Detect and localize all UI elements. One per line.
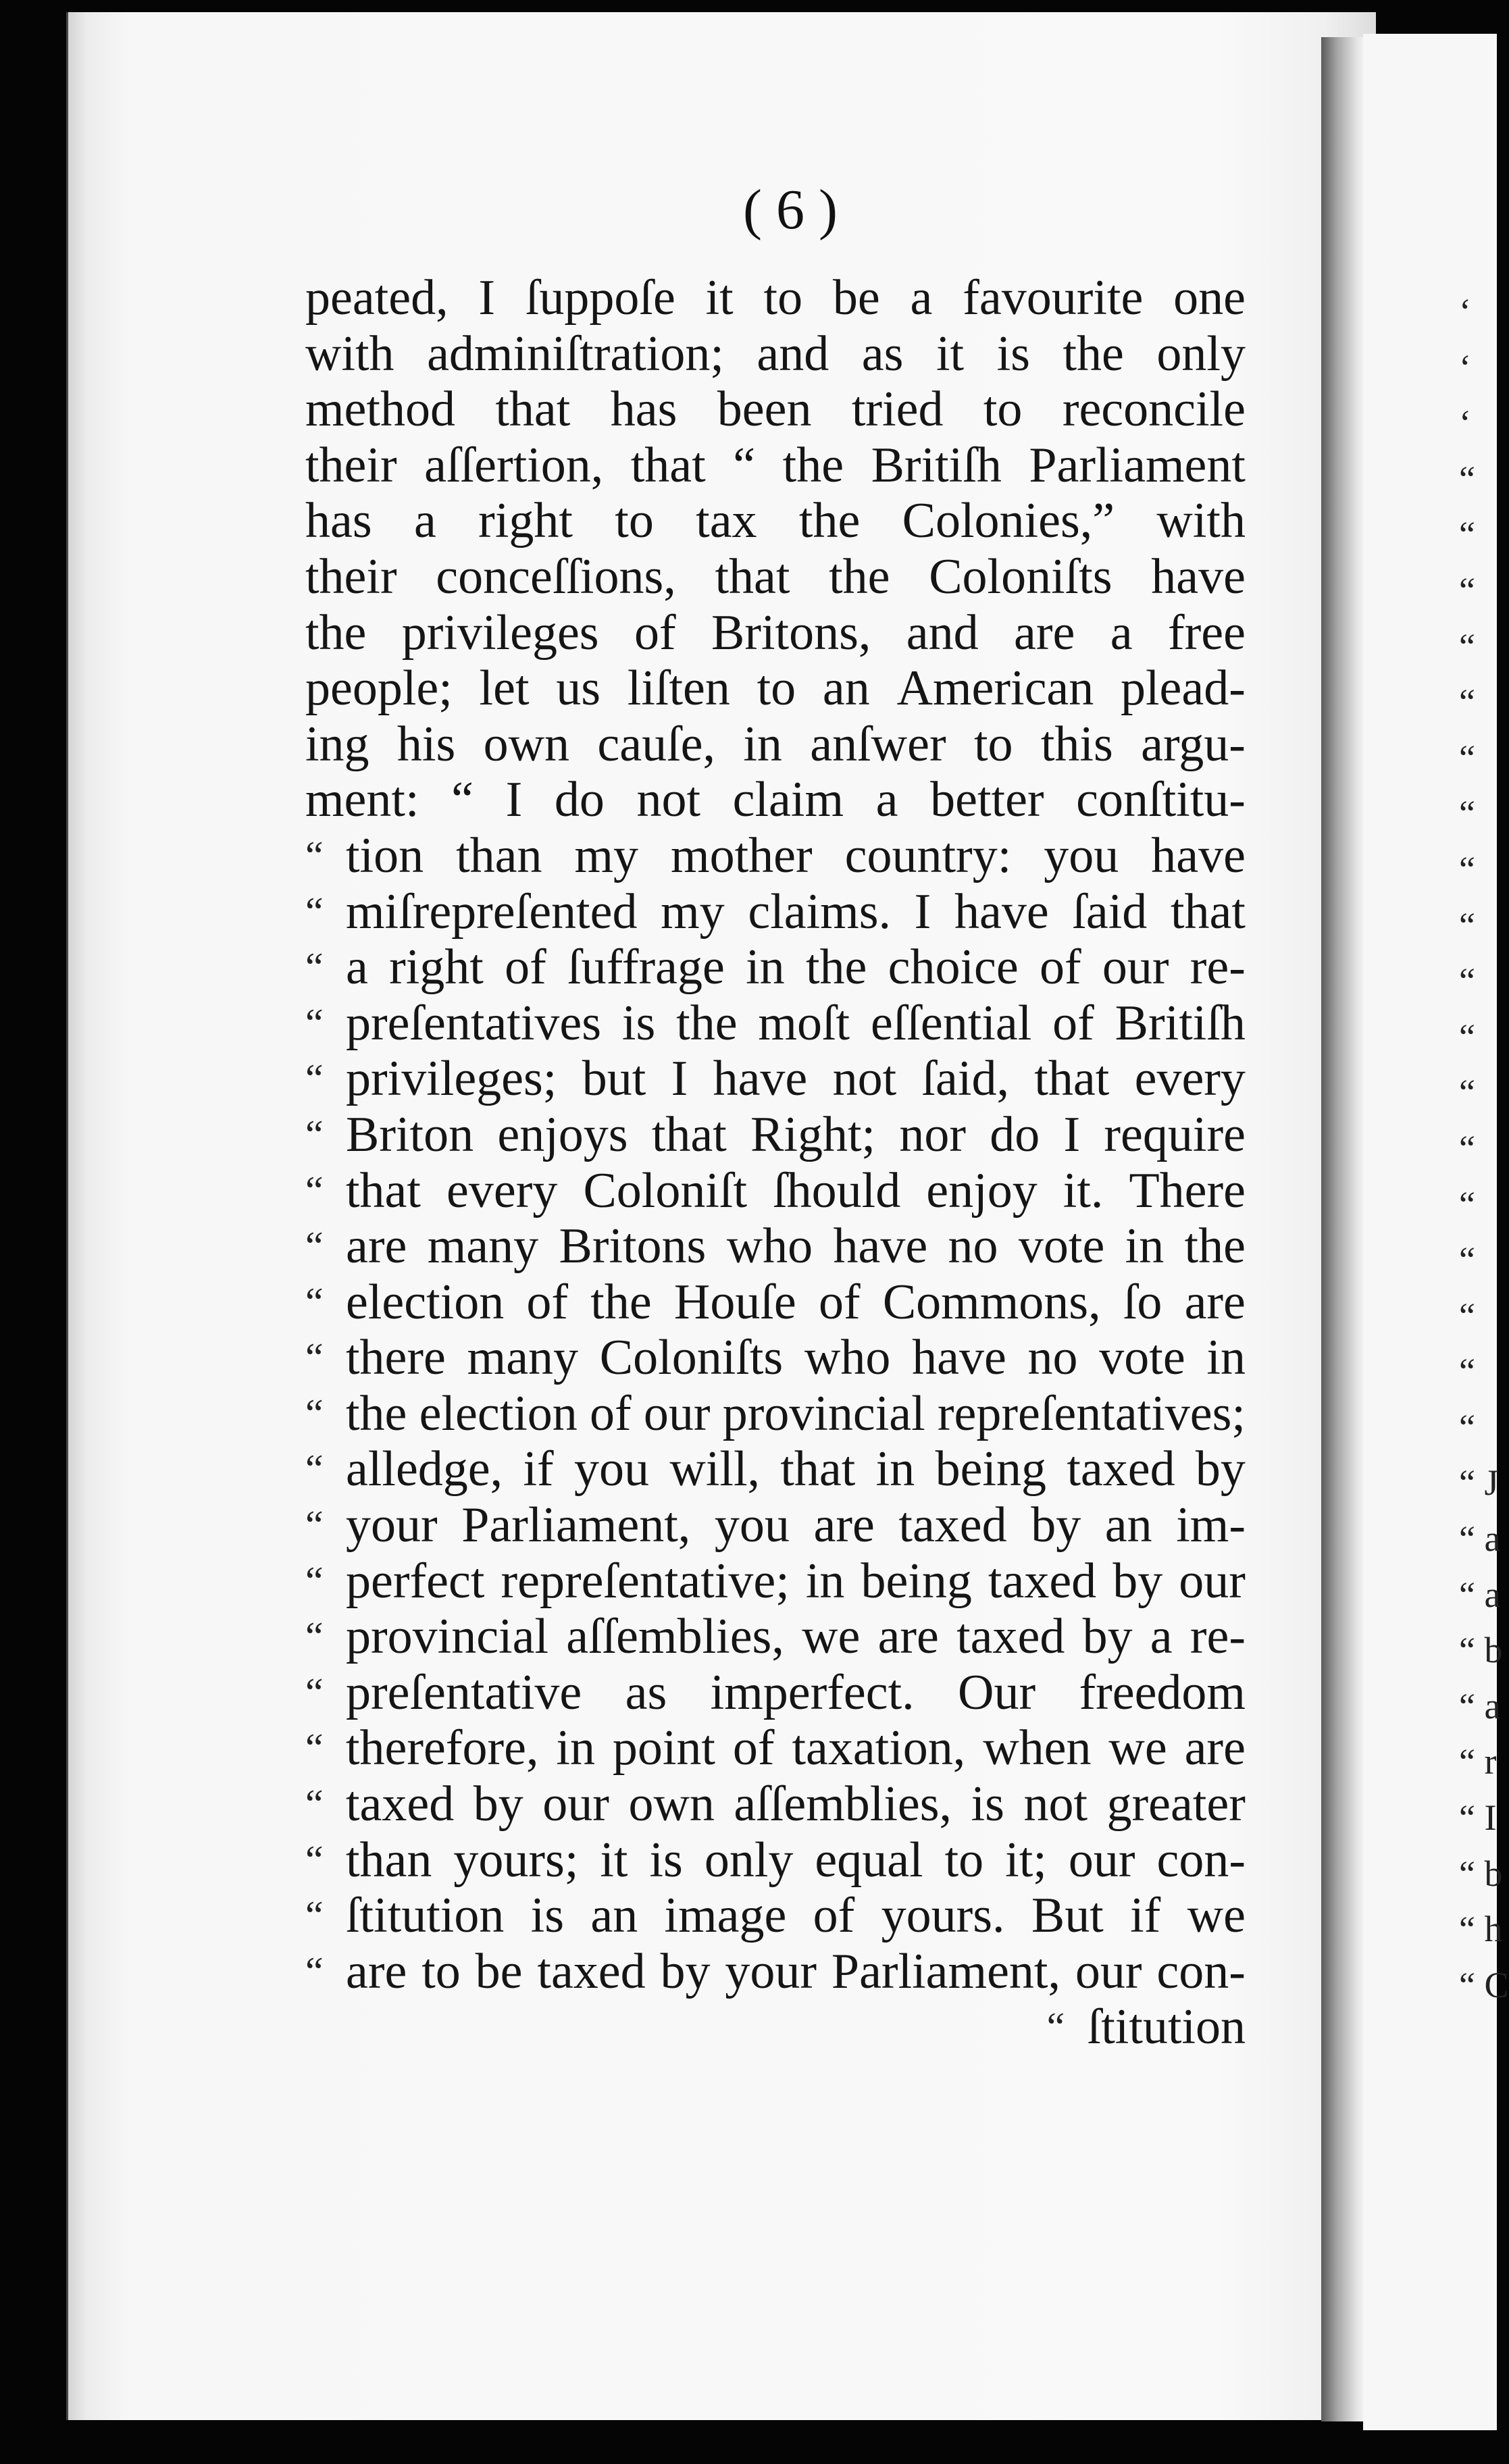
quote-mark: “ [305,1056,324,1102]
text-line [305,1776,1246,1832]
quote-mark: “ [305,1224,324,1269]
quote-mark: “ [305,1168,324,1213]
line-text: with adminiſtration; and as it is the only [305,326,1246,382]
quote-mark: “ [305,1726,324,1771]
line-text: a right of ſuffrage in the choice of our re- [346,940,1246,996]
line-text: ment: “ I do not claim a better conſtitu- [305,772,1246,828]
quote-mark: “ [1046,2005,1065,2050]
line-text: preſentatives is the moſt eſſential of Britiſh [346,995,1246,1051]
facing-page-mark: “ a [1459,1518,1501,1560]
facing-page-mark: ‘ [1459,403,1471,444]
quote-mark: “ [305,1503,324,1548]
line-text: has a right to tax the Colonies,” with [305,493,1246,549]
line-text: Briton enjoys that Right; nor do I require [346,1106,1246,1162]
facing-page-mark: “ [1459,737,1475,778]
page-number: ( 6 ) [743,178,838,241]
facing-page-mark: “ [1459,1072,1475,1113]
text-line [305,1107,1246,1163]
text-line [305,940,1246,996]
quote-mark: “ [305,1279,324,1325]
quote-mark: “ [305,1782,324,1827]
text-line [305,1888,1246,1944]
text-line [305,1441,1246,1497]
facing-page-fragments [1459,284,1509,2013]
facing-page-mark: “ [1459,458,1475,499]
text-line [305,438,1246,494]
line-text: there many Coloniſts who have no vote in [346,1330,1246,1386]
text-line [305,1497,1246,1554]
facing-page-mark: “ h [1459,1909,1503,1950]
line-text: that every Coloniſt ſhould enjoy it. There [346,1162,1246,1218]
line-text: their conceſſions, that the Coloniſts have [305,548,1246,605]
line-text: method that has been tried to reconcile [305,382,1246,438]
line-text: their aſſertion, that “ the Britiſh Parliament [305,437,1246,493]
line-text: election of the Houſe of Commons, ſo are [346,1274,1246,1330]
quote-mark: “ [305,1558,324,1603]
facing-page-mark: ‘ [1459,346,1471,388]
line-text: peated, I ſuppoſe it to be a favourite one [305,270,1246,326]
text-line [305,1330,1246,1386]
text-line [305,1218,1246,1275]
catchword-text: ſtitution [1087,1999,1246,2055]
facing-page-mark: “ [1459,1016,1475,1057]
text-line [305,1554,1246,1610]
line-text: the election of our provincial repreſentatives; [346,1385,1246,1441]
facing-page-mark: “ [1459,1295,1475,1336]
facing-page-mark: “ J [1459,1462,1499,1504]
quote-mark: “ [305,1447,324,1492]
line-text: privileges; but I have not ſaid, that every [346,1051,1246,1107]
facing-page-mark: “ r [1459,1741,1497,1782]
text-line [305,1999,1246,2055]
facing-page-mark: “ a [1459,1685,1501,1726]
text-line [305,1665,1246,1721]
facing-page-mark: “ a [1459,1574,1501,1615]
facing-page-mark: “ [1459,904,1475,946]
facing-page-mark: “ [1459,682,1475,723]
quote-mark: “ [305,1000,324,1046]
quote-mark: “ [305,889,324,934]
facing-page-mark: “ I [1459,1797,1497,1839]
text-line [305,1832,1246,1889]
line-text: than yours; it is only equal to it; our con- [346,1832,1246,1888]
facing-page-mark: “ [1459,960,1475,1002]
line-text: ſtitution is an image of yours. But if we [346,1888,1246,1944]
quote-mark: “ [305,1335,324,1381]
quote-mark: “ [305,1391,324,1436]
text-line [305,605,1246,661]
quote-mark: “ [305,1670,324,1715]
text-line [305,1275,1246,1331]
line-text: perfect repreſentative; in being taxed by our [346,1553,1246,1609]
text-line [305,1051,1246,1107]
line-text: therefore, in point of taxation, when we are [346,1720,1246,1776]
facing-page-mark: “ C [1459,1964,1509,2005]
facing-page-mark: “ [1459,1406,1475,1447]
text-line [305,661,1246,717]
text-line [305,493,1246,549]
text-line [305,884,1246,940]
line-text: alledge, if you will, that in being taxed by [346,1441,1246,1497]
quote-mark: “ [305,1112,324,1157]
facing-page-mark: “ [1459,514,1475,555]
facing-page-mark: “ [1459,1127,1475,1169]
facing-page-mark: “ [1459,625,1475,667]
quote-mark: “ [305,1837,324,1882]
line-text: the privileges of Britons, and are a free [305,605,1246,661]
book-gutter [1321,37,1363,2421]
text-line [305,382,1246,438]
facing-page-mark: “ b [1459,1630,1503,1671]
facing-page-mark: ‘ [1459,291,1471,332]
quote-mark: “ [305,833,324,878]
line-text: tion than my mother country: you have [346,827,1246,883]
facing-page-mark: “ [1459,569,1475,611]
text-line [305,326,1246,382]
line-text: taxed by our own aſſemblies, is not greater [346,1776,1246,1832]
quote-mark: “ [305,1893,324,1939]
text-line [305,828,1246,884]
text-line [305,717,1246,773]
facing-page-mark: “ b [1459,1853,1503,1894]
facing-page-mark: “ [1459,848,1475,890]
line-text: ing his own cauſe, in anſwer to this argu- [305,716,1246,772]
text-line [305,549,1246,605]
text-line [305,1720,1246,1776]
line-text: are to be taxed by your Parliament, our con- [346,1943,1246,1999]
text-line [305,996,1246,1052]
line-text: people; let us liſten to an American plead- [305,661,1246,717]
facing-page-mark: “ [1459,1183,1475,1225]
text-line [305,1609,1246,1665]
facing-page-mark: “ [1459,1351,1475,1392]
text-line [305,1163,1246,1219]
line-text: your Parliament, you are taxed by an im- [346,1497,1246,1554]
text-line [305,772,1246,828]
text-line [305,1386,1246,1442]
line-text: are many Britons who have no vote in the [346,1218,1246,1275]
line-text: miſrepreſented my claims. I have ſaid that [346,883,1246,940]
facing-page-mark: “ [1459,1239,1475,1281]
page-body-text [305,270,1246,2055]
quote-mark: “ [305,1614,324,1660]
text-line [305,1944,1246,2000]
facing-page-mark: “ [1459,793,1475,834]
text-line [305,270,1246,326]
line-text: provincial aſſemblies, we are taxed by a re- [346,1609,1246,1665]
quote-mark: “ [305,945,324,990]
quote-mark: “ [305,1949,324,1994]
line-text: preſentative as imperfect. Our freedom [346,1664,1246,1720]
